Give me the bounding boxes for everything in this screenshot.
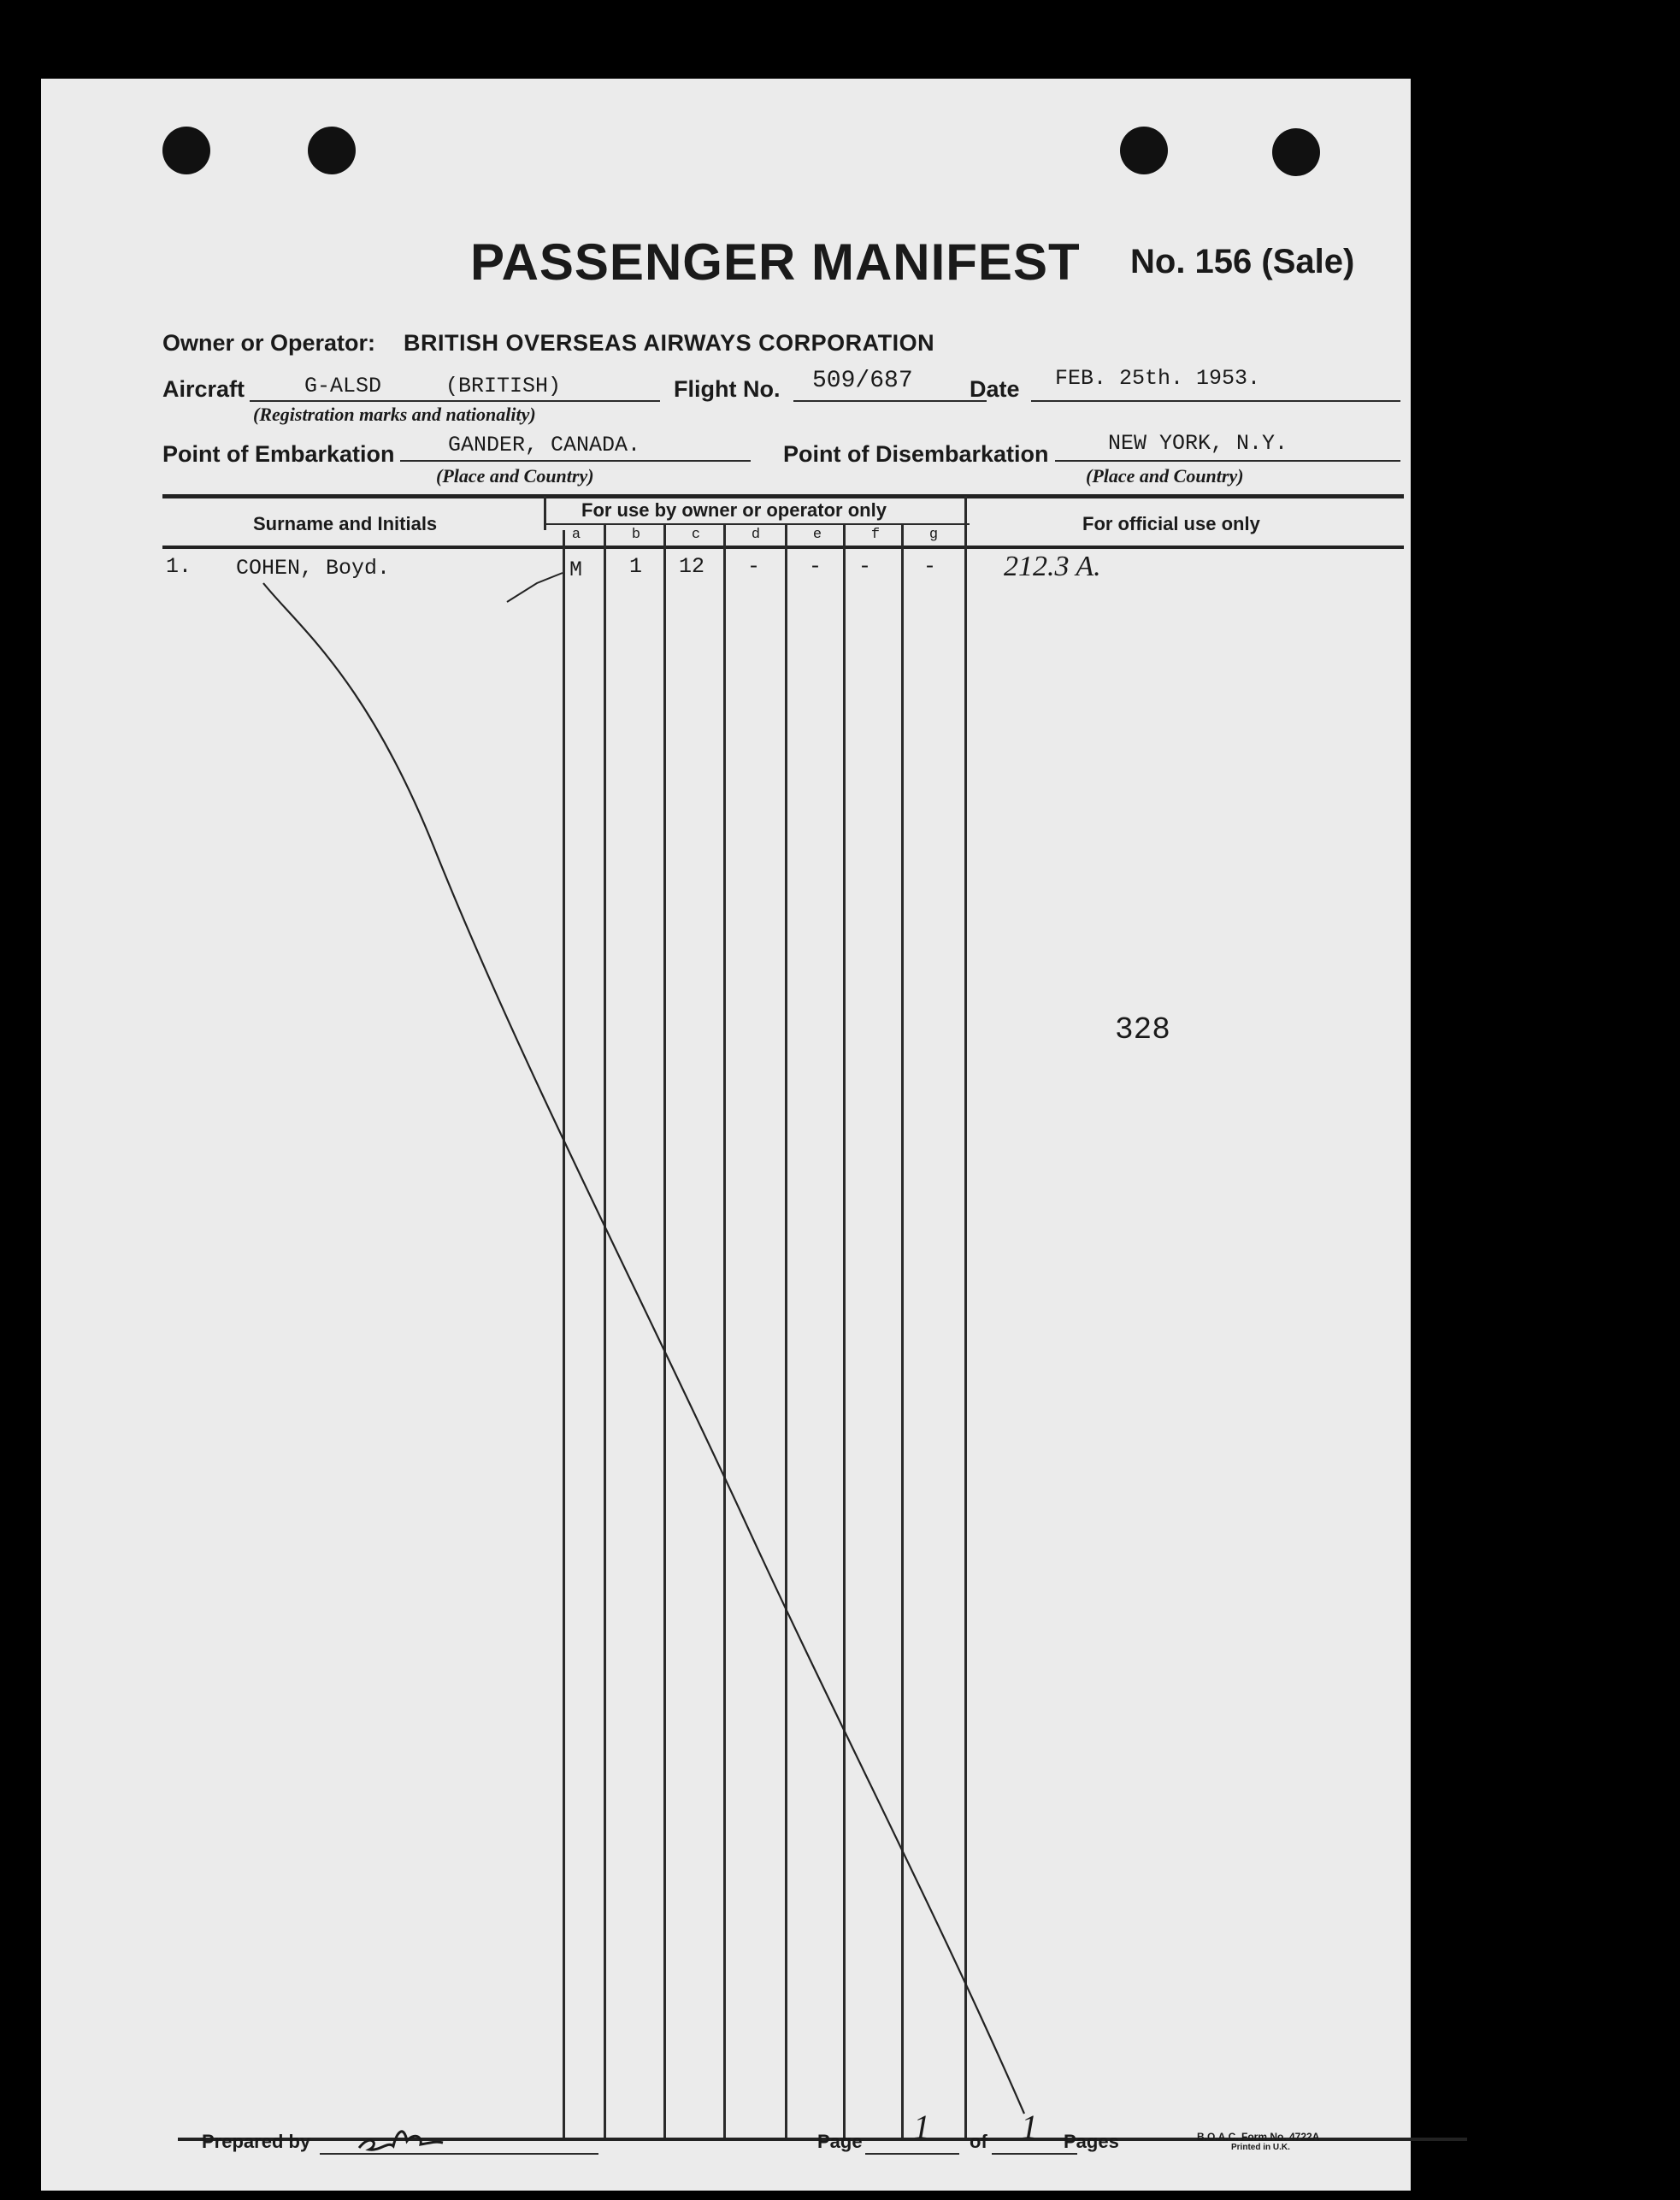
- embarkation-value: GANDER, CANADA.: [448, 433, 641, 457]
- manifest-sheet: [41, 79, 1411, 2191]
- official-header: For official use only: [1082, 513, 1260, 534]
- disembarkation-subcaption: (Place and Country): [1086, 465, 1244, 487]
- printed-note: Printed in U.K.: [1231, 2143, 1290, 2152]
- embarkation-label: Point of Embarkation: [162, 441, 395, 467]
- cell-e: -: [809, 554, 822, 579]
- strike-line: [41, 79, 1411, 2191]
- page-underline: [865, 2153, 959, 2155]
- cell-c: 12: [679, 554, 705, 579]
- aircraft-subcaption: (Registration marks and nationality): [253, 404, 536, 425]
- disembarkation-value: NEW YORK, N.Y.: [1108, 431, 1288, 456]
- page-label: Page: [817, 2131, 863, 2152]
- embarkation-subcaption: (Place and Country): [436, 465, 594, 487]
- manifest-number: No. 156 (Sale): [1130, 243, 1355, 280]
- surname-header: Surname and Initials: [253, 513, 438, 534]
- disembarkation-label: Point of Disembarkation: [783, 441, 1049, 467]
- page-title: PASSENGER MANIFEST: [470, 233, 1081, 291]
- operator-header: For use by owner or operator only: [581, 499, 887, 521]
- date-value: FEB. 25th. 1953.: [1055, 366, 1261, 391]
- passenger-name: COHEN, Boyd.: [236, 556, 391, 581]
- form-number: B.O.A.C. Form No. 4722A: [1197, 2131, 1320, 2143]
- cell-b: 1: [629, 554, 643, 579]
- column-header-f: f: [870, 527, 881, 543]
- official-entry: 212.3 A.: [1004, 551, 1101, 582]
- cell-f: -: [858, 554, 872, 579]
- column-header-d: d: [751, 527, 761, 543]
- row-number: 1.: [166, 554, 192, 579]
- prepared-signature: [354, 2107, 457, 2158]
- pages-label: Pages: [1064, 2131, 1119, 2152]
- page-total: 1: [1021, 2108, 1038, 2146]
- column-header-e: e: [812, 527, 822, 543]
- owner-value: BRITISH OVERSEAS AIRWAYS CORPORATION: [404, 330, 935, 356]
- column-header-g: g: [928, 527, 939, 543]
- cell-g: -: [923, 554, 937, 579]
- of-label: of: [970, 2131, 987, 2152]
- aircraft-label: Aircraft: [162, 376, 245, 402]
- page-number: 1: [913, 2108, 930, 2146]
- column-header-b: b: [631, 527, 641, 543]
- prepared-label: Prepared by: [202, 2131, 311, 2152]
- column-header-c: c: [691, 527, 701, 543]
- flight-value: 509/687: [812, 368, 913, 394]
- flight-label: Flight No.: [674, 376, 781, 402]
- of-underline: [992, 2153, 1077, 2155]
- aircraft-value: G-ALSD (BRITISH): [304, 374, 562, 398]
- cell-a: M: [569, 557, 583, 582]
- owner-label: Owner or Operator:: [162, 330, 376, 356]
- cell-d: -: [747, 554, 761, 579]
- date-label: Date: [970, 376, 1020, 402]
- stamp-number: 328: [1115, 1012, 1170, 1047]
- column-header-a: a: [571, 527, 581, 543]
